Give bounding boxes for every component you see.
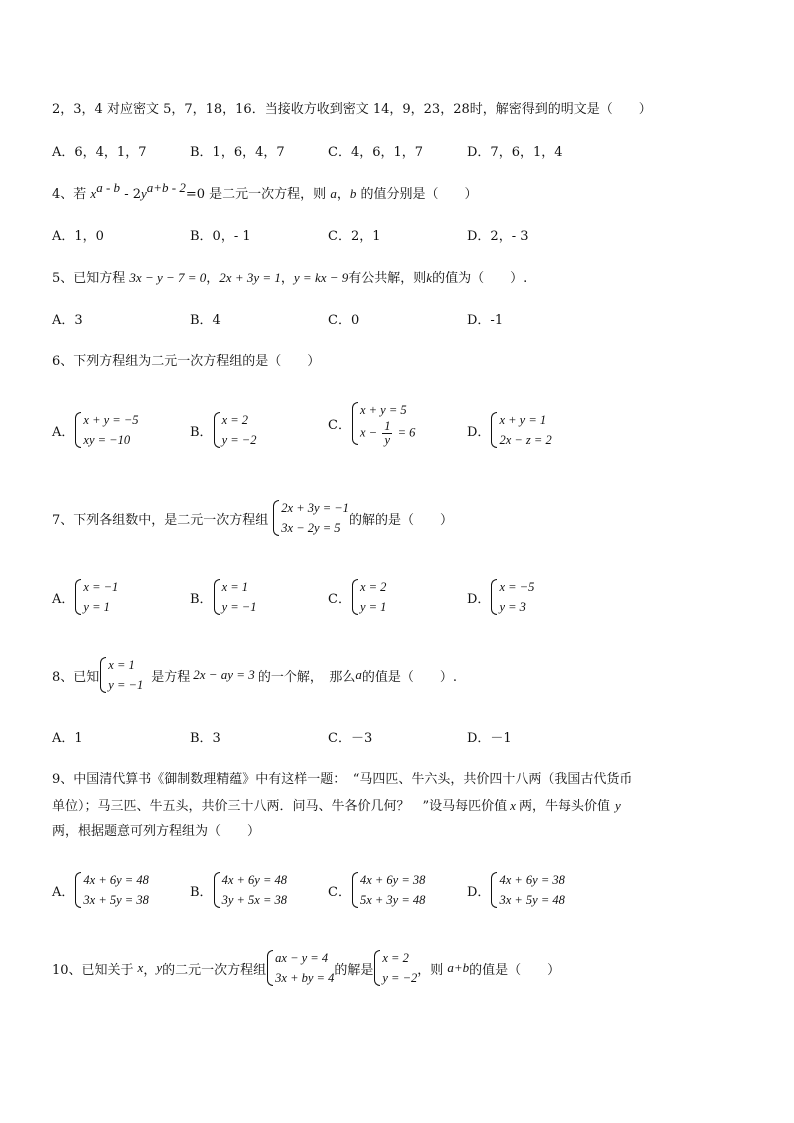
q5-option-c: C．0: [328, 313, 360, 328]
q4-prefix: 4、若: [52, 187, 87, 202]
q4-option-d: D．2，- 3: [467, 229, 529, 244]
q9-d-eq-1: 4x + 6y = 38: [499, 873, 565, 887]
q10-mid-2: 的解是: [334, 962, 374, 978]
q5-equation-2: 2x + 3y = 1: [219, 270, 281, 285]
q9-b-eq-2: 3y + 5x = 38: [221, 893, 288, 907]
q4-end: 的值分别是（ ）: [360, 187, 478, 202]
q8-option-b: B．3: [190, 731, 221, 746]
q6-a-eq-2: xy = −10: [83, 433, 131, 447]
q7-option-d: [467, 577, 534, 617]
q6-option-c: [328, 400, 415, 447]
q9-d-eq-2: 3x + 5y = 48: [499, 893, 565, 907]
question-4-stem: [52, 180, 478, 204]
q8-option-a: A．1: [52, 731, 83, 746]
q9-option-a: [52, 870, 149, 910]
q6-d-eq-2: 2x − z = 2: [499, 433, 552, 447]
q7-prefix: 7、下列各组数中，是二元一次方程组: [52, 512, 269, 528]
q7-b-eq-2: y = −1: [221, 600, 257, 614]
q9-label-d: D．: [467, 884, 491, 900]
q9-system-c: [351, 870, 425, 910]
q3-option-a: A．6，4，1，7: [52, 145, 147, 160]
q10-a-plus-b: a+b: [447, 960, 470, 975]
q5-var-k: k: [426, 270, 433, 285]
q7-system-d: [490, 577, 534, 617]
q7-system-c: [351, 577, 386, 617]
q6-system-c: [351, 400, 415, 447]
q9-option-b: [190, 870, 287, 910]
q8-system-eq-2: y = −1: [108, 678, 144, 692]
q4-option-b: B．0，- 1: [190, 229, 251, 244]
q6-label-b: B．: [190, 424, 213, 440]
q5-option-a: A．3: [52, 313, 83, 328]
q6-label-d: D．: [467, 424, 491, 440]
q9-option-d: [467, 870, 565, 910]
q4-option-c: C．2，1: [328, 229, 381, 244]
q6-b-eq-1: x = 2: [221, 413, 249, 427]
q7-a-eq-2: y = 1: [83, 600, 110, 614]
q10-solution-eq-1: x = 2: [382, 951, 409, 965]
question-6-stem: 6、下列方程组为二元一次方程组的是（ ）: [52, 354, 321, 369]
q8-option-c: C．－3: [328, 731, 373, 746]
q10-end: 的值是（ ）: [469, 962, 561, 978]
question-9-line-3: 两，根据题意可列方程组为（ ）: [52, 824, 261, 839]
q6-a-eq-1: x + y = −5: [83, 413, 139, 427]
q7-option-a: [52, 577, 118, 617]
q7-c-eq-2: y = 1: [359, 600, 387, 614]
q9-c-eq-1: 4x + 6y = 38: [359, 873, 426, 887]
q6-c-eq-2-prefix: x −: [359, 425, 378, 440]
q3-option-d: D．7，6，1，4: [467, 145, 563, 160]
q8-var-a: a: [355, 667, 362, 682]
q4-var-b: b: [349, 186, 357, 201]
q6-c-eq-2: [360, 420, 415, 447]
q6-c-fraction: [382, 420, 392, 447]
q3-option-b: B．1，6，4，7: [190, 145, 285, 160]
q7-a-eq-1: x = −1: [83, 580, 119, 594]
question-10-stem: [52, 948, 560, 988]
q4-comma: ，: [336, 187, 350, 202]
q9-a-eq-2: 3x + 5y = 38: [83, 893, 149, 907]
q6-system-b: [213, 410, 257, 450]
q6-c-fraction-den: y: [384, 433, 391, 447]
q6-c-eq-2-suffix: = 6: [397, 425, 416, 440]
q6-option-b: [190, 410, 256, 450]
q5-end: 的值为（ ）.: [432, 271, 528, 286]
q7-system-eq-2: 3x − 2y = 5: [281, 521, 341, 535]
q9-option-c: [328, 870, 425, 910]
q6-d-eq-1: x + y = 1: [499, 413, 547, 427]
q4-exponent-2: a+b - 2: [146, 180, 186, 195]
q8-system: [99, 655, 143, 695]
q6-label-a: A．: [52, 424, 75, 440]
q7-system: [272, 498, 349, 538]
q6-label-c: C．: [328, 418, 351, 433]
q6-system-d: [490, 410, 551, 450]
question-5-stem: [52, 269, 527, 288]
q7-option-b: [190, 577, 256, 617]
q7-b-eq-1: x = 1: [221, 580, 249, 594]
q5-prefix: 5、已知方程: [52, 271, 126, 286]
q7-label-a: A．: [52, 591, 75, 607]
q9-label-a: A．: [52, 884, 75, 900]
question-9-line-1: 9、中国清代算书《御制数理精蕴》中有这样一题： “马四匹、牛六头，共价四十八两（我国古代货币: [52, 772, 633, 787]
q4-x: x: [90, 186, 97, 201]
q6-b-eq-2: y = −2: [221, 433, 257, 447]
q9-system-a: [74, 870, 148, 910]
q9-label-c: C．: [328, 884, 351, 900]
q8-option-d: D．－1: [467, 731, 512, 746]
q7-system-a: [74, 577, 118, 617]
q6-c-fraction-num: 1: [384, 419, 391, 433]
q5-option-d: D．-1: [467, 313, 504, 328]
q9-b-eq-1: 4x + 6y = 48: [221, 873, 288, 887]
q8-mid: 是方程: [151, 669, 191, 685]
q8-system-eq-1: x = 1: [108, 658, 135, 672]
q8-prefix: 8、已知: [52, 669, 100, 685]
q7-system-eq-1: 2x + 3y = −1: [281, 501, 349, 515]
q9-var-x: x: [510, 798, 516, 813]
q9-system-b: [213, 870, 287, 910]
q5-option-b: B．4: [190, 313, 221, 328]
question-7-stem: [52, 498, 453, 538]
q7-label-d: D．: [467, 591, 491, 607]
q7-option-c: [328, 577, 386, 617]
q6-c-eq-1: x + y = 5: [359, 403, 407, 417]
q7-system-b: [213, 577, 257, 617]
q7-d-eq-2: y = 3: [499, 600, 526, 614]
q10-system: [266, 948, 334, 988]
q9-c-eq-2: 5x + 3y = 48: [359, 893, 426, 907]
q8-mid-2: 的一个解， 那么: [257, 669, 356, 685]
q6-system-a: [74, 410, 138, 450]
q7-label-b: B．: [190, 591, 213, 607]
q9-label-b: B．: [190, 884, 213, 900]
q5-mid: 有公共解，则: [348, 271, 427, 286]
q6-option-a: [52, 410, 139, 450]
q5-equation-3: y = kx − 9: [293, 270, 349, 285]
q10-comma: ，: [143, 962, 157, 978]
q9-a-eq-1: 4x + 6y = 48: [83, 873, 149, 887]
q10-prefix: 10、已知关于: [52, 962, 134, 978]
q9-var-y: y: [614, 798, 621, 813]
q9-line-2-mid: 两，牛每头价值: [518, 799, 610, 814]
q5-sep-2: ，: [280, 271, 294, 286]
q5-sep-1: ，: [206, 271, 220, 286]
q4-minus: - 2: [124, 187, 141, 202]
q10-solution: [373, 948, 417, 988]
question-9-line-2: [52, 797, 621, 816]
q9-line-2-prefix: 单位）；马三匹、牛五头，共价三十八两．问马、牛各价几何？ ”设马每匹价值: [52, 799, 508, 814]
q4-exponent-1: a - b: [96, 180, 121, 195]
q4-option-a: A．1，0: [52, 229, 104, 244]
q7-end: 的解的是（ ）: [348, 512, 453, 528]
q7-label-c: C．: [328, 591, 351, 607]
q10-mid: 的二元一次方程组: [162, 962, 267, 978]
q10-system-eq-1: ax − y = 4: [275, 951, 329, 965]
q10-var-x: x: [137, 960, 144, 975]
q7-d-eq-1: x = −5: [499, 580, 535, 594]
q4-var-a: a: [330, 186, 337, 201]
q8-end: 的值是（ ）.: [361, 669, 457, 685]
q10-system-eq-2: 3x + by = 4: [275, 971, 335, 985]
q10-solution-eq-2: y = −2: [382, 971, 418, 985]
question-3-stem: 2，3，4 对应密文 5，7，18，16．当接收方收到密文 14，9，23，28时，解密得到的明文是（ ）: [52, 102, 652, 117]
question-8-stem: [52, 655, 457, 695]
q5-equation-1: 3x − y − 7 = 0: [129, 270, 207, 285]
q8-equation: 2x − ay = 3: [193, 667, 255, 682]
q10-mid-3: ，则: [417, 962, 444, 978]
q4-y: y: [140, 186, 147, 201]
q6-option-d: [467, 410, 552, 450]
q7-c-eq-1: x = 2: [359, 580, 387, 594]
q3-option-c: C．4，6，1，7: [328, 145, 424, 160]
q4-suffix: =0 是二元一次方程，则: [185, 187, 327, 202]
q10-var-y: y: [156, 960, 163, 975]
q9-system-d: [490, 870, 564, 910]
